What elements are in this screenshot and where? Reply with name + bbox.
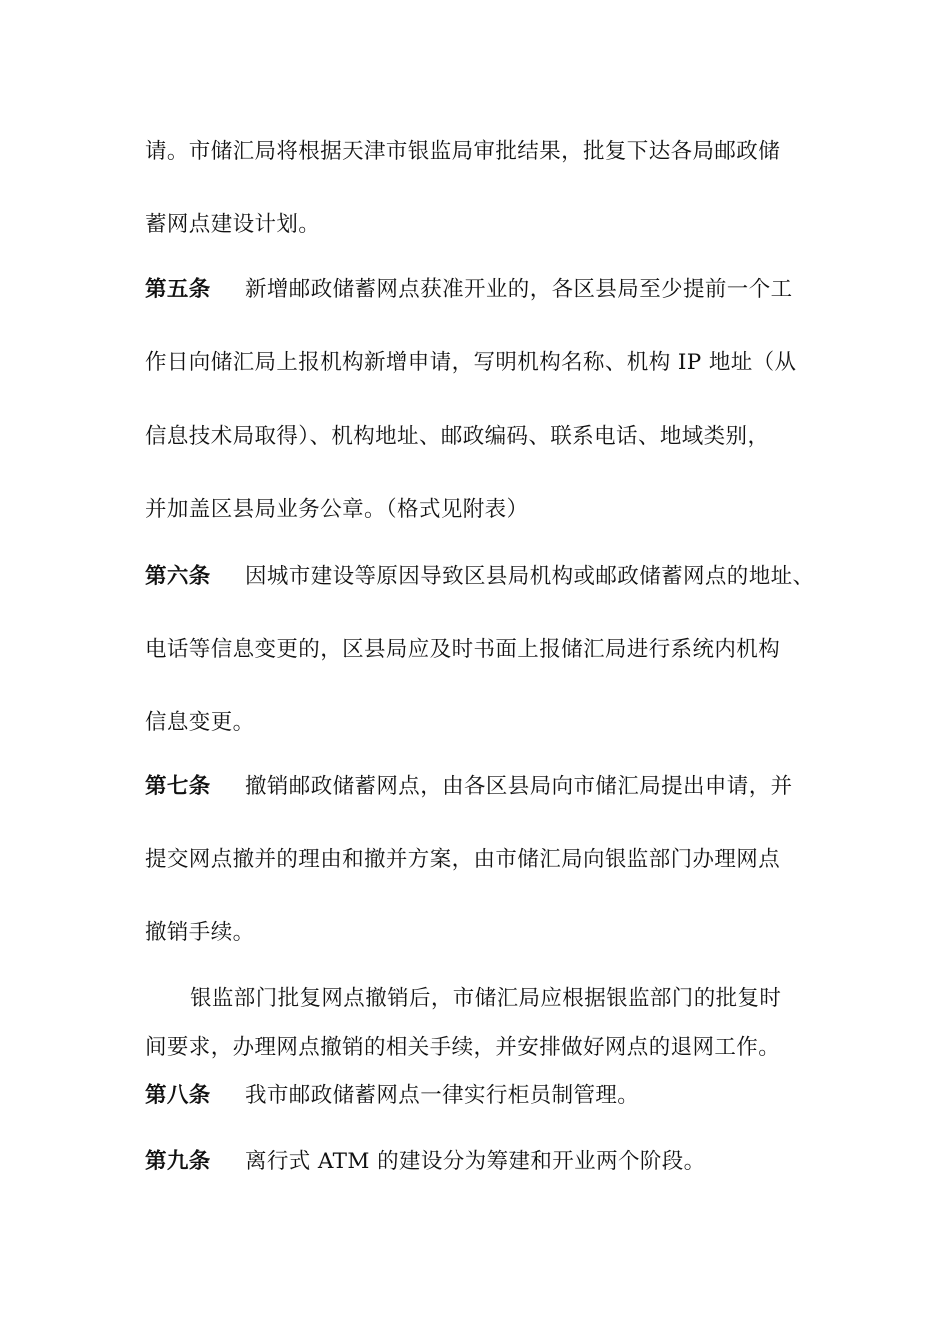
line-text: 并加盖区县局业务公章。（格式见附表） (145, 497, 529, 522)
text-line (145, 495, 528, 525)
line-text: 信息变更。 (145, 710, 255, 735)
text-line (145, 1033, 780, 1063)
article-line (145, 275, 793, 305)
line-text: 银监部门批复网点撤销后，市储汇局应根据银监部门的批复时 (190, 986, 782, 1011)
article-number: 第五条 (145, 277, 211, 302)
text-line (145, 348, 796, 378)
text-line (145, 845, 780, 875)
line-text: 新增邮政储蓄网点获准开业的，各区县局至少提前一个工 (245, 277, 793, 302)
article-number: 第八条 (145, 1083, 211, 1108)
article-number: 第七条 (145, 774, 211, 799)
line-text: 请。市储汇局将根据天津市银监局审批结果，批复下达各局邮政储 (145, 139, 781, 164)
line-text: 作日向储汇局上报机构新增申请，写明机构名称、机构 IP 地址（从 (145, 350, 797, 375)
text-line (145, 635, 780, 665)
article-line (145, 1081, 639, 1111)
text-line (145, 918, 255, 948)
text-line (145, 137, 780, 167)
line-text: 我市邮政储蓄网点一律实行柜员制管理。 (245, 1083, 640, 1108)
text-line (145, 210, 320, 240)
line-text: 撤销手续。 (145, 920, 255, 945)
text-line (145, 708, 255, 738)
line-text: 撤销邮政储蓄网点，由各区县局向市储汇局提出申请，并 (245, 774, 793, 799)
article-number: 第九条 (145, 1149, 211, 1174)
article-line (145, 1147, 706, 1177)
article-line (145, 772, 793, 802)
text-line (190, 984, 781, 1014)
line-text: 间要求，办理网点撤销的相关手续，并安排做好网点的退网工作。 (145, 1035, 781, 1060)
article-line (145, 562, 814, 592)
line-text: 因城市建设等原因导致区县局机构或邮政储蓄网点的地址、 (245, 564, 815, 589)
line-text: 电话等信息变更的，区县局应及时书面上报储汇局进行系统内机构 (145, 637, 781, 662)
text-line (145, 422, 769, 452)
article-number: 第六条 (145, 564, 211, 589)
line-text: 离行式 ATM 的建设分为筹建和开业两个阶段。 (245, 1149, 706, 1174)
line-text: 信息技术局取得）、机构地址、邮政编码、联系电话、地域类别， (145, 424, 770, 449)
line-text: 蓄网点建设计划。 (145, 212, 321, 237)
line-text: 提交网点撤并的理由和撤并方案，由市储汇局向银监部门办理网点 (145, 847, 781, 872)
